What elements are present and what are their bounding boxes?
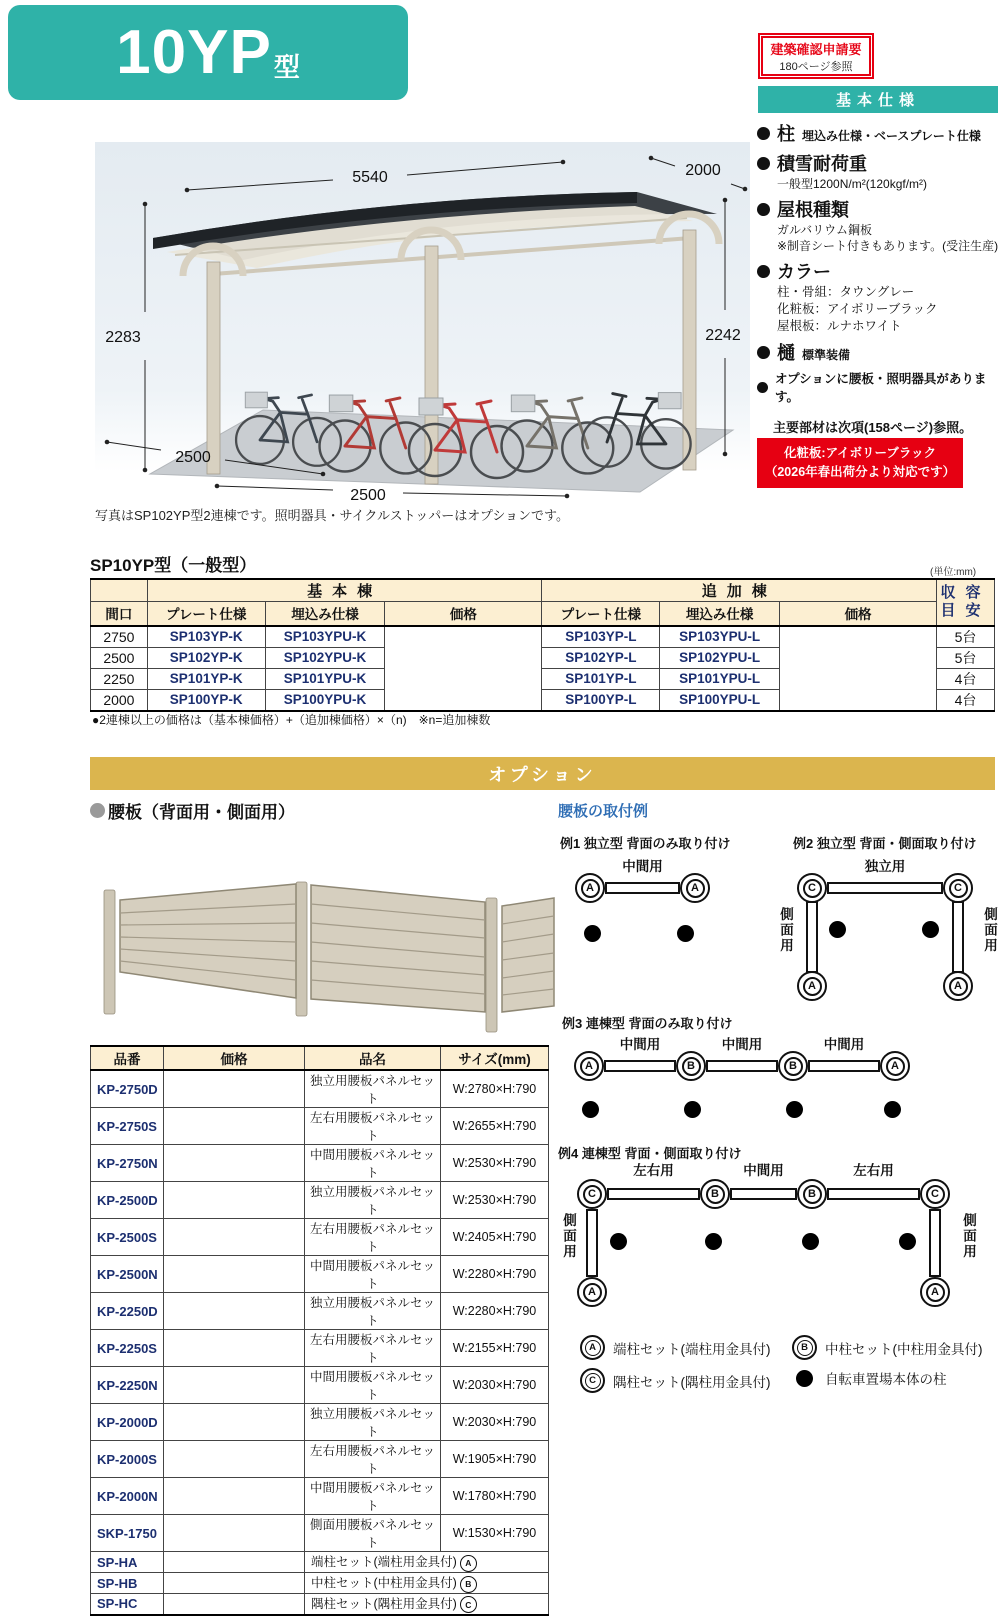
- option-note-text: オプションに腰板・照明器具があります。: [775, 372, 987, 404]
- post-dot-icon: [677, 925, 694, 942]
- connector-letter: C: [926, 1185, 945, 1204]
- header-maguchi: 間口: [91, 602, 148, 626]
- cell-size: W:2530×H:790: [441, 1182, 549, 1219]
- dim-left-height: 2283: [105, 329, 141, 346]
- connector-letter: A: [803, 977, 822, 996]
- connector-B-icon: [778, 1051, 808, 1081]
- side-panel-bar: [586, 1209, 598, 1277]
- cell-price: [164, 1478, 305, 1515]
- connector-letter: A: [949, 977, 968, 996]
- cell-capacity: 4台: [937, 668, 995, 689]
- cell-code: KP-2250D: [91, 1293, 164, 1330]
- bar-label: 中間用: [721, 1037, 763, 1052]
- cell-price: [164, 1330, 305, 1367]
- connector-A-icon: [920, 1277, 950, 1307]
- cell-price: [164, 1515, 305, 1552]
- table-row: [91, 1256, 549, 1293]
- post-dot-icon: [610, 1233, 627, 1250]
- spec-term-desc: 標準装備: [802, 348, 851, 362]
- post-dot-icon: [884, 1101, 901, 1118]
- header-embed-add: 埋込み仕様: [660, 602, 780, 626]
- cell-name-with-connector: [305, 1552, 549, 1573]
- bar-label: 独立用: [864, 859, 906, 874]
- notice-line2: （2026年春出荷分より対応です）: [764, 465, 956, 479]
- dim-top-width: 5540: [352, 169, 388, 186]
- cell-add-embed: SP100YPU-L: [660, 689, 780, 711]
- panel-bar: [808, 1060, 880, 1072]
- header-code: 品番: [91, 1046, 164, 1070]
- cell-name: 独立用腰板パネルセット: [305, 1182, 441, 1219]
- cell-base-embed: SP100YPU-K: [265, 689, 385, 711]
- panel-bar: [605, 882, 680, 894]
- connector-letter: C: [803, 879, 822, 898]
- spec-term-desc: 埋込み仕様・ベースプレート仕様: [802, 129, 981, 143]
- spec-snow: [757, 150, 1000, 176]
- cell-add-plate: SP101YP-L: [542, 668, 660, 689]
- cell-code: KP-2250S: [91, 1330, 164, 1367]
- cell-maguchi: 2250: [91, 668, 148, 689]
- post-dot-icon: [899, 1233, 916, 1250]
- connector-A-icon: [575, 873, 605, 903]
- header-price-add: 価格: [780, 602, 937, 626]
- legend-item-dot: [792, 1368, 947, 1388]
- blank-cell: [91, 579, 148, 602]
- spec-roof-material: ガルバリウム鋼板: [777, 223, 873, 237]
- cell-code: SP-HA: [91, 1552, 164, 1573]
- post-dot-icon: [829, 921, 846, 938]
- bullet-icon: [757, 203, 770, 216]
- side-label: 側面用: [982, 907, 997, 954]
- cell-price: [164, 1293, 305, 1330]
- connector-legend: [580, 1335, 1000, 1397]
- cell-add-plate: SP100YP-L: [542, 689, 660, 711]
- part-name: 隅柱セット(隅柱用金具付): [311, 1597, 457, 1612]
- cell-code: KP-2500N: [91, 1256, 164, 1293]
- spec-term-label: 積雪耐荷重: [777, 154, 867, 174]
- header-price: 価格: [164, 1046, 305, 1070]
- cell-add-embed: SP103YPU-L: [660, 626, 780, 648]
- spec-snow-value: 一般型1200N/m²(120kgf/m²): [777, 177, 928, 191]
- bullet-icon: [757, 382, 768, 393]
- part-name: 端柱セット(端柱用金具付): [311, 1555, 457, 1570]
- cell-code: SP-HC: [91, 1594, 164, 1615]
- connector-C-icon: [580, 1368, 605, 1393]
- table-row: [91, 1108, 549, 1145]
- cell-size: W:2030×H:790: [441, 1404, 549, 1441]
- spec-term-label: 柱: [777, 124, 795, 144]
- spec-pillar: [757, 120, 1000, 146]
- cell-code: SP-HB: [91, 1573, 164, 1594]
- dim-depth: 2000: [685, 162, 721, 179]
- legend-item-A: [580, 1335, 771, 1360]
- table-row: [91, 1515, 549, 1552]
- header-row: [91, 1046, 549, 1070]
- cell-size: W:1530×H:790: [441, 1515, 549, 1552]
- cell-code: KP-2250N: [91, 1367, 164, 1404]
- spec-color: [757, 258, 1000, 284]
- post-dot-icon: [684, 1101, 701, 1118]
- gray-bullet-icon: [90, 803, 105, 818]
- legend-label: 端柱セット(端柱用金具付): [613, 1341, 771, 1357]
- cell-size: W:1905×H:790: [441, 1441, 549, 1478]
- cell-add-price: [780, 626, 937, 711]
- connector-letter: A: [583, 1283, 602, 1302]
- connector-letter: B: [784, 1057, 803, 1076]
- legend-label: 自転車置場本体の柱: [825, 1372, 947, 1387]
- part-name: 中柱セット(中柱用金具付): [311, 1576, 457, 1591]
- cell-size: W:2405×H:790: [441, 1219, 549, 1256]
- cell-price: [164, 1182, 305, 1219]
- cell-code: KP-2750N: [91, 1145, 164, 1182]
- cell-size: W:2530×H:790: [441, 1145, 549, 1182]
- cell-maguchi: 2750: [91, 626, 148, 648]
- basic-spec-header: 基本仕様: [758, 86, 998, 113]
- cell-base-plate: SP100YP-K: [147, 689, 265, 711]
- table-row: [91, 1404, 549, 1441]
- cell-price: [164, 1256, 305, 1293]
- cell-base-embed: SP103YPU-K: [265, 626, 385, 648]
- table-row: [91, 1145, 549, 1182]
- connector-A-icon: A: [460, 1555, 477, 1572]
- example1-title: 例1 独立型 背面のみ取り付け: [560, 836, 731, 851]
- dim-bottom-front: 2500: [350, 487, 386, 500]
- diagram-example4: [558, 1143, 986, 1315]
- connector-C-icon: [920, 1179, 950, 1209]
- post-dot-icon: [922, 921, 939, 938]
- cell-capacity: 5台: [937, 647, 995, 668]
- header-plate-base: プレート仕様: [147, 602, 265, 626]
- example3-title: 例3 連棟型 背面のみ取り付け: [562, 1016, 733, 1031]
- panel-bar: [827, 882, 943, 894]
- post-dot-icon: [584, 925, 601, 942]
- cell-base-plate: SP103YP-K: [147, 626, 265, 648]
- spec-color-frame: 柱・骨組：タウングレー: [777, 285, 915, 299]
- cell-code: KP-2000N: [91, 1478, 164, 1515]
- spec-term-label: カラー: [777, 262, 831, 282]
- cell-code: KP-2000S: [91, 1441, 164, 1478]
- cell-add-embed: SP101YPU-L: [660, 668, 780, 689]
- connector-letter: A: [926, 1283, 945, 1302]
- connector-B-icon: [676, 1051, 706, 1081]
- header-size: サイズ(mm): [441, 1046, 549, 1070]
- cell-name: 独立用腰板パネルセット: [305, 1404, 441, 1441]
- cell-base-embed: SP102YPU-K: [265, 647, 385, 668]
- side-label: 側面用: [961, 1213, 976, 1260]
- connector-letter: A: [580, 1057, 599, 1076]
- cell-price: [164, 1404, 305, 1441]
- legend-item-B: [792, 1335, 983, 1360]
- cell-maguchi: 2000: [91, 689, 148, 711]
- connector-letter: C: [583, 1185, 602, 1204]
- connector-letter: A: [581, 879, 600, 898]
- basic-spec-list: [757, 116, 1000, 436]
- unit-note: (単位:mm): [930, 567, 977, 578]
- connector-A-icon: [577, 1277, 607, 1307]
- spec-roof: [757, 196, 1000, 222]
- cell-size: W:2280×H:790: [441, 1256, 549, 1293]
- panel-right-partial: [502, 898, 554, 1012]
- model-suffix: 型: [273, 52, 300, 82]
- koshiita-heading-text: 腰板（背面用・側面用）: [108, 803, 295, 822]
- group-header-row: [91, 579, 995, 602]
- cell-price: [164, 1070, 305, 1108]
- cell-name: 左右用腰板パネルセット: [305, 1108, 441, 1145]
- cell-capacity: 5台: [937, 626, 995, 648]
- column-header-row: [91, 602, 995, 626]
- permit-line1: 建築確認申請要: [770, 41, 862, 57]
- panel-bar: [827, 1188, 920, 1200]
- koshiita-section-heading: [90, 798, 295, 823]
- connector-A-icon: [797, 971, 827, 1001]
- connector-letter: C: [949, 879, 968, 898]
- cell-size: W:1780×H:790: [441, 1478, 549, 1515]
- panel-bar: [607, 1188, 700, 1200]
- cell-size: W:2155×H:790: [441, 1330, 549, 1367]
- table-row: [91, 1219, 549, 1256]
- bar-label: 左右用: [633, 1163, 674, 1178]
- table-row: [91, 1552, 549, 1573]
- connector-C-icon: C: [460, 1596, 477, 1613]
- spec-term-label: 樋: [777, 343, 795, 363]
- table-row: [91, 1367, 549, 1404]
- legend-item-C: [580, 1368, 771, 1393]
- connector-B-icon: [797, 1179, 827, 1209]
- connector-C-icon: [943, 873, 973, 903]
- building-permit-box: [758, 33, 874, 79]
- panel-color-notice: [757, 438, 963, 488]
- price-footnote: ●2連棟以上の価格は（基本棟価格）+（追加棟価格）×（n) ※n=追加棟数: [92, 713, 491, 727]
- spec-roof-note: ※制音シート付きもあります。(受注生産): [777, 239, 999, 253]
- table-row: [91, 626, 995, 648]
- connector-letter: C: [585, 1373, 601, 1389]
- connector-A-icon: [880, 1051, 910, 1081]
- connector-letter: A: [686, 879, 705, 898]
- cell-price: [164, 1594, 305, 1615]
- notice-line1: 化粧板:アイボリーブラック: [783, 445, 937, 460]
- group-base: 基本棟: [147, 579, 542, 602]
- example2-title: 例2 独立型 背面・側面取り付け: [793, 836, 977, 851]
- cell-size: W:2780×H:790: [441, 1070, 549, 1108]
- cell-size: W:2280×H:790: [441, 1293, 549, 1330]
- capacity-header-line1: 収容: [940, 583, 991, 601]
- spec-option-note: [757, 369, 1000, 405]
- cell-price: [164, 1573, 305, 1594]
- post-dot-icon: [705, 1233, 722, 1250]
- bar-label: 中間用: [823, 1037, 865, 1052]
- side-label: 側面用: [778, 907, 793, 954]
- connector-A-icon: [580, 1335, 605, 1360]
- dim-right-height: 2242: [705, 327, 741, 344]
- connector-A-icon: [680, 873, 710, 903]
- bike-shelter-illustration: [95, 142, 750, 500]
- connector-B-icon: [700, 1179, 730, 1209]
- header-embed-base: 埋込み仕様: [265, 602, 385, 626]
- cell-price: [164, 1219, 305, 1256]
- table-row: [91, 1478, 549, 1515]
- cell-name: 独立用腰板パネルセット: [305, 1293, 441, 1330]
- connector-letter: B: [706, 1185, 725, 1204]
- example4-title: 例4 連棟型 背面・側面取り付け: [558, 1146, 742, 1161]
- model-name: 10YP: [116, 17, 272, 87]
- connector-letter: A: [585, 1340, 601, 1356]
- panel-bar: [730, 1188, 797, 1200]
- table-row: [91, 1182, 549, 1219]
- legend-label: 隅柱セット(隅柱用金具付): [613, 1374, 771, 1390]
- bar-label: 中間用: [622, 859, 663, 874]
- cell-capacity: 4台: [937, 689, 995, 711]
- cell-code: KP-2000D: [91, 1404, 164, 1441]
- cell-price: [164, 1441, 305, 1478]
- connector-A-icon: [943, 971, 973, 1001]
- cell-base-price: [385, 626, 542, 711]
- table-row: [91, 1293, 549, 1330]
- cell-size: W:2030×H:790: [441, 1367, 549, 1404]
- table-row: [91, 1441, 549, 1478]
- connector-letter: B: [803, 1185, 822, 1204]
- cell-price: [164, 1367, 305, 1404]
- cell-code: SKP-1750: [91, 1515, 164, 1552]
- dim-bottom-left: 2500: [175, 449, 211, 466]
- cell-price: [164, 1145, 305, 1182]
- cell-price: [164, 1108, 305, 1145]
- connector-C-icon: [577, 1179, 607, 1209]
- attachment-examples-heading: 腰板の取付例: [558, 803, 649, 820]
- diagram-example2: [765, 833, 1000, 1005]
- table-row: [91, 1594, 549, 1615]
- connector-letter: A: [886, 1057, 905, 1076]
- capacity-header-line2: 目安: [940, 602, 991, 620]
- spec-table-title: SP10YP型（一般型）: [90, 556, 257, 575]
- photo-caption: 写真はSP102YP型2連棟です。照明器具・サイクルストッパーはオプションです。: [95, 508, 570, 523]
- cell-base-plate: SP102YP-K: [147, 647, 265, 668]
- header-price-base: 価格: [385, 602, 542, 626]
- cell-add-embed: SP102YPU-L: [660, 647, 780, 668]
- group-add: 追加棟: [542, 579, 937, 602]
- bar-label: 中間用: [743, 1163, 784, 1178]
- cell-name: 中間用腰板パネルセット: [305, 1256, 441, 1293]
- side-panel-bar: [806, 901, 818, 973]
- bar-label: 左右用: [853, 1163, 894, 1178]
- cell-name-with-connector: [305, 1573, 549, 1594]
- panel-middle: [311, 885, 485, 1012]
- bullet-icon: [757, 265, 770, 278]
- panel-bar: [604, 1060, 676, 1072]
- table-row: [91, 1070, 549, 1108]
- panel-left: [120, 884, 296, 998]
- spec-term-label: 屋根種類: [777, 200, 849, 220]
- side-panel-bar: [929, 1209, 941, 1277]
- cell-name: 独立用腰板パネルセット: [305, 1070, 441, 1108]
- connector-C-icon: [797, 873, 827, 903]
- cell-price: [164, 1552, 305, 1573]
- cell-code: KP-2750S: [91, 1108, 164, 1145]
- cell-add-plate: SP102YP-L: [542, 647, 660, 668]
- cell-code: KP-2500D: [91, 1182, 164, 1219]
- table-row: [91, 1330, 549, 1367]
- bar-label: 中間用: [619, 1037, 661, 1052]
- bullet-icon: [757, 157, 770, 170]
- connector-letter: B: [682, 1057, 701, 1076]
- option-parts-table: [90, 1045, 549, 1616]
- cell-name: 左右用腰板パネルセット: [305, 1219, 441, 1256]
- model-title-block: [8, 5, 408, 100]
- table-row: [91, 1573, 549, 1594]
- post-dot-icon: [802, 1233, 819, 1250]
- cell-name: 中間用腰板パネルセット: [305, 1478, 441, 1515]
- post-dot-icon: [582, 1101, 599, 1118]
- spec-color-roof: 屋根板：ルナホワイト: [777, 319, 902, 333]
- legend-label: 中柱セット(中柱用金具付): [825, 1341, 983, 1357]
- reference-note: 主要部材は次項(158ページ)参照。: [773, 420, 973, 435]
- model-price-table: [90, 578, 995, 712]
- header-name: 品名: [305, 1046, 441, 1070]
- cell-name: 左右用腰板パネルセット: [305, 1441, 441, 1478]
- cell-code: KP-2750D: [91, 1070, 164, 1108]
- connector-B-icon: [792, 1335, 817, 1360]
- spec-gutter: [757, 339, 1000, 365]
- cell-code: KP-2500S: [91, 1219, 164, 1256]
- cell-name: 側面用腰板パネルセット: [305, 1515, 441, 1552]
- koshiita-panels-illustration: [90, 858, 560, 1042]
- side-panel-bar: [952, 901, 964, 973]
- cell-name: 左右用腰板パネルセット: [305, 1330, 441, 1367]
- cell-base-embed: SP101YPU-K: [265, 668, 385, 689]
- bullet-icon: [757, 127, 770, 140]
- permit-line2: 180ページ参照: [779, 60, 853, 73]
- cell-name-with-connector: [305, 1594, 549, 1615]
- connector-A-icon: [574, 1051, 604, 1081]
- cell-base-plate: SP101YP-K: [147, 668, 265, 689]
- post-dot-icon: [796, 1370, 813, 1387]
- spec-color-panel: 化粧板：アイボリーブラック: [777, 302, 938, 316]
- connector-B-icon: B: [460, 1576, 477, 1593]
- diagram-example1: [560, 833, 775, 1003]
- cell-name: 中間用腰板パネルセット: [305, 1367, 441, 1404]
- diagram-example3: [562, 1013, 910, 1125]
- capacity-header: [937, 579, 995, 626]
- bullet-icon: [757, 346, 770, 359]
- connector-letter: B: [797, 1340, 813, 1356]
- header-plate-add: プレート仕様: [542, 602, 660, 626]
- panel-bar: [706, 1060, 778, 1072]
- cell-add-plate: SP103YP-L: [542, 626, 660, 648]
- cell-name: 中間用腰板パネルセット: [305, 1145, 441, 1182]
- post-dot-icon: [786, 1101, 803, 1118]
- option-section-banner: オプション: [90, 757, 995, 790]
- cell-size: W:2655×H:790: [441, 1108, 549, 1145]
- cell-maguchi: 2500: [91, 647, 148, 668]
- side-label: 側面用: [561, 1213, 576, 1260]
